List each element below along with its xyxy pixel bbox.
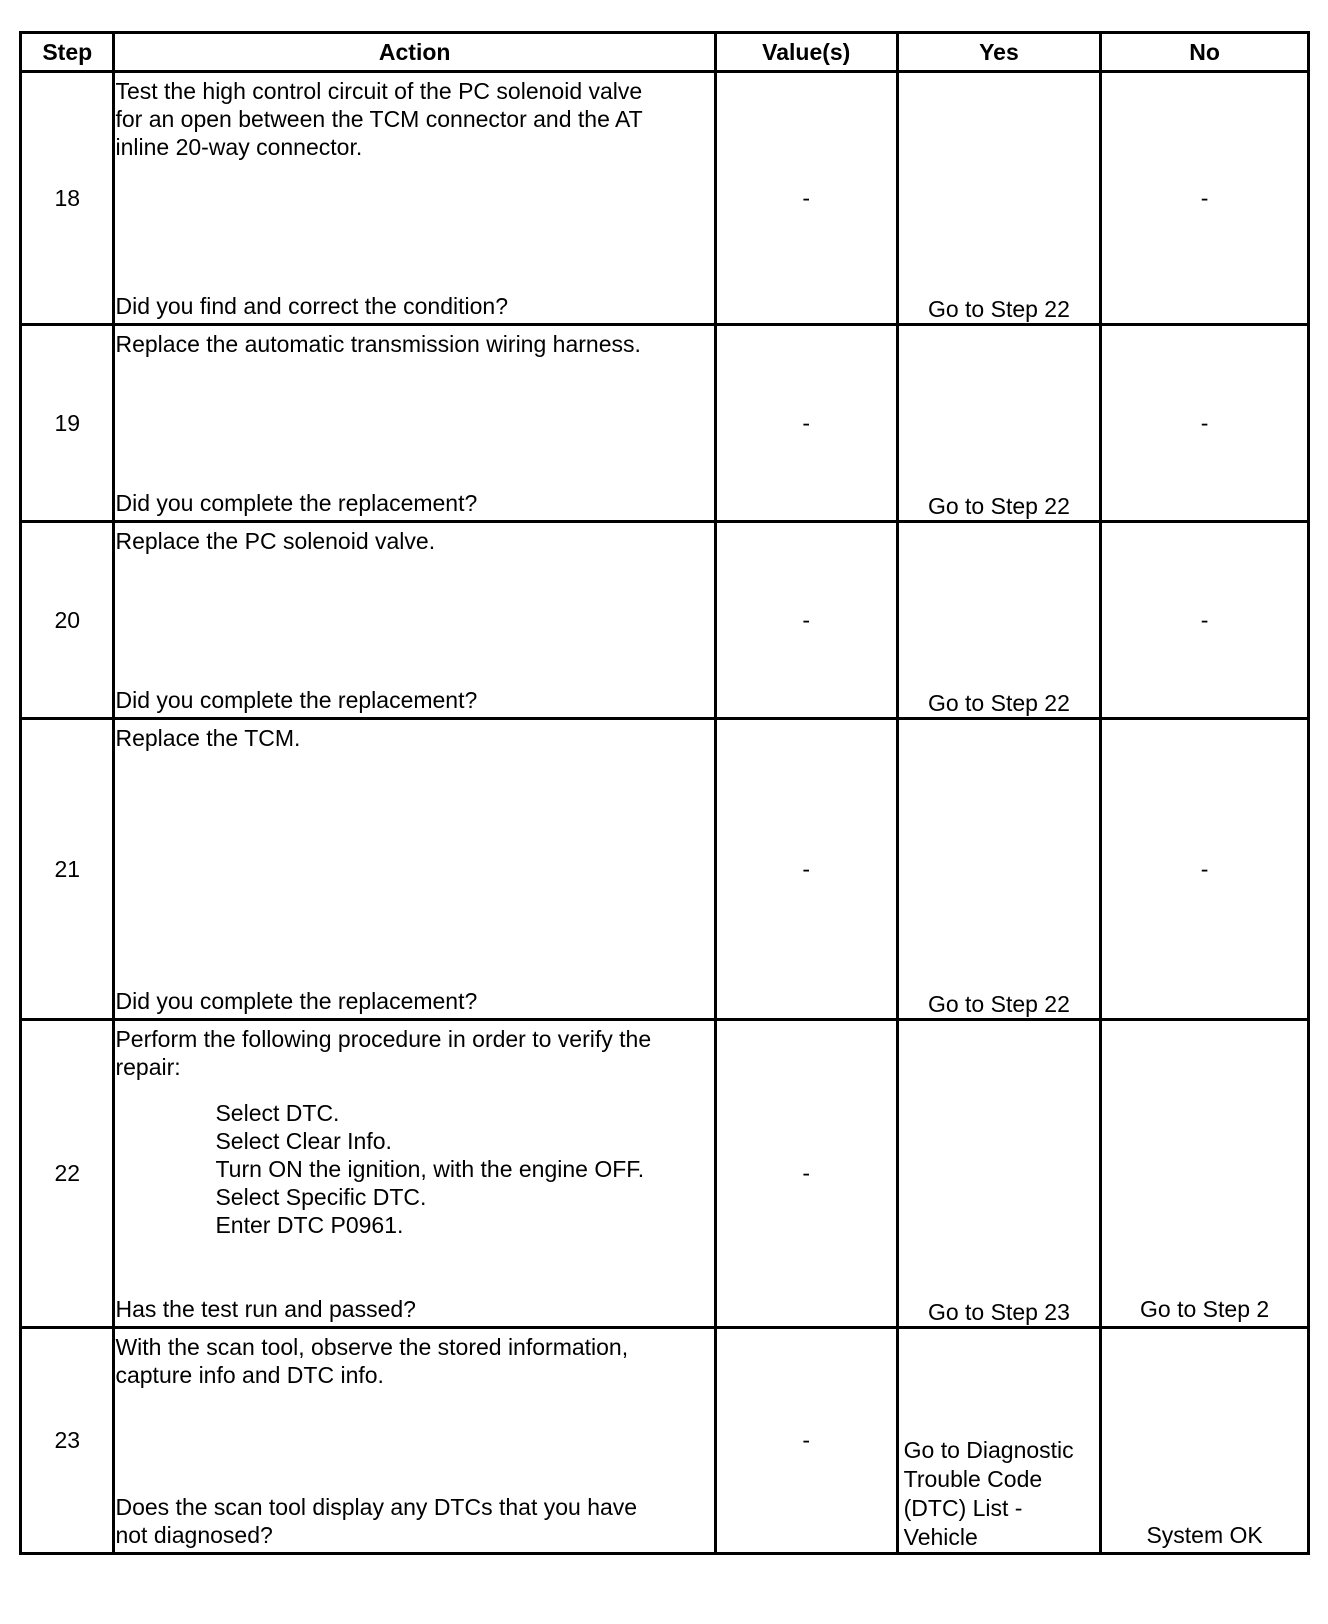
- header-values: Value(s): [715, 33, 897, 72]
- action-question: Did you complete the replacement?: [115, 490, 478, 516]
- procedure-item: Turn ON the ignition, with the engine OFF.: [215, 1156, 645, 1182]
- action-question: Did you find and correct the condition?: [115, 293, 508, 319]
- header-yes: Yes: [897, 33, 1101, 72]
- action-cell: [114, 1020, 715, 1328]
- yes-cell: Go to Step 22: [897, 522, 1101, 719]
- action-cell: [114, 719, 715, 1020]
- step-number: 23: [21, 1328, 114, 1554]
- value-cell: -: [715, 719, 897, 1020]
- action-text: Replace the automatic transmission wiring harness.: [115, 331, 641, 357]
- table-row: [21, 1020, 1309, 1328]
- no-cell: -: [1101, 72, 1309, 325]
- header-row: [21, 33, 1309, 72]
- action-question: Has the test run and passed?: [115, 1296, 416, 1322]
- table-row: [21, 719, 1309, 1020]
- action-question: Did you complete the replacement?: [115, 988, 478, 1014]
- no-cell: System OK: [1101, 1328, 1309, 1554]
- yes-cell: Go to Step 22: [897, 72, 1101, 325]
- diagnostic-table: [19, 31, 1310, 1555]
- value-cell: -: [715, 1020, 897, 1328]
- action-cell: [114, 325, 715, 522]
- procedure-item: Select Clear Info.: [215, 1128, 392, 1154]
- procedure-item: Select DTC.: [215, 1100, 340, 1126]
- header-no: No: [1101, 33, 1309, 72]
- action-question: Does the scan tool display any DTCs that you have not diagnosed?: [115, 1494, 638, 1548]
- yes-cell: Go to Step 22: [897, 325, 1101, 522]
- step-number: 20: [21, 522, 114, 719]
- value-cell: -: [715, 1328, 897, 1554]
- no-cell: Go to Step 2: [1101, 1020, 1309, 1328]
- table-row: [21, 72, 1309, 325]
- yes-cell: Go to Step 23: [897, 1020, 1101, 1328]
- step-number: 21: [21, 719, 114, 1020]
- header-step: Step: [21, 33, 114, 72]
- action-text: With the scan tool, observe the stored information, capture info and DTC info.: [115, 1334, 629, 1388]
- procedure-item: Enter DTC P0961.: [215, 1212, 404, 1238]
- action-cell: [114, 72, 715, 325]
- no-cell: -: [1101, 719, 1309, 1020]
- action-cell: [114, 522, 715, 719]
- table-row: [21, 325, 1309, 522]
- header-action: Action: [114, 33, 715, 72]
- table-row: [21, 1328, 1309, 1554]
- action-text: Test the high control circuit of the PC solenoid valve for an open between the TCM connector and the AT inline 20-way connector.: [115, 78, 643, 160]
- no-cell: -: [1101, 325, 1309, 522]
- value-cell: -: [715, 72, 897, 325]
- action-text: Replace the TCM.: [115, 725, 301, 751]
- action-text: Replace the PC solenoid valve.: [115, 528, 436, 554]
- no-cell: -: [1101, 522, 1309, 719]
- step-number: 22: [21, 1020, 114, 1328]
- yes-cell: Go to Step 22: [897, 719, 1101, 1020]
- value-cell: -: [715, 325, 897, 522]
- action-cell: [114, 1328, 715, 1554]
- action-question: Did you complete the replacement?: [115, 687, 478, 713]
- procedure-item: Select Specific DTC.: [215, 1184, 427, 1210]
- procedure-list: [215, 1099, 713, 1239]
- step-number: 19: [21, 325, 114, 522]
- step-number: 18: [21, 72, 114, 325]
- action-text: Perform the following procedure in order to verify the repair: Select DTC. Select Clear Info. Turn ON the ignition, with the engine OFF. Select Specific DTC. Enter DTC P0961.: [115, 1021, 713, 1239]
- value-cell: -: [715, 522, 897, 719]
- yes-cell[interactable]: Go to Diagnostic Trouble Code (DTC) List - Vehicle: [897, 1328, 1101, 1554]
- table-row: [21, 522, 1309, 719]
